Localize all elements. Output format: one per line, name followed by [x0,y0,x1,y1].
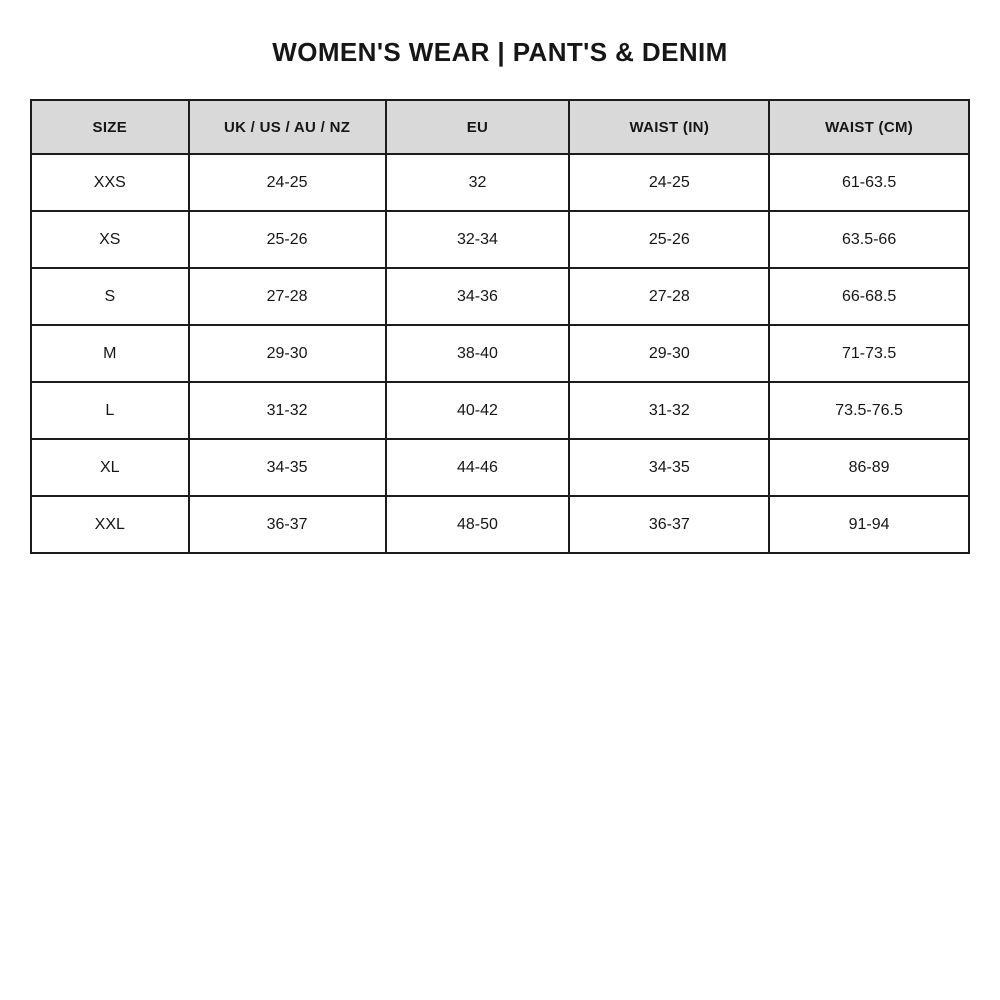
cell-waist-in: 25-26 [569,211,769,268]
cell-eu: 40-42 [386,382,570,439]
cell-size: XL [31,439,189,496]
page-title: WOMEN'S WEAR | PANT'S & DENIM [272,37,728,67]
cell-size: XXL [31,496,189,553]
cell-waist-cm: 61-63.5 [769,154,969,211]
cell-uk-us-au-nz: 25-26 [189,211,386,268]
table-header-row [31,100,969,154]
table-row-xxl [31,496,969,553]
cell-eu: 32 [386,154,570,211]
cell-uk-us-au-nz: 31-32 [189,382,386,439]
cell-waist-cm: 86-89 [769,439,969,496]
column-header-waist-in: WAIST (IN) [569,100,769,154]
cell-waist-cm: 73.5-76.5 [769,382,969,439]
table-row-m [31,325,969,382]
cell-uk-us-au-nz: 36-37 [189,496,386,553]
table-row-l [31,382,969,439]
table-row-xxs [31,154,969,211]
cell-eu: 32-34 [386,211,570,268]
column-header-waist-cm: WAIST (CM) [769,100,969,154]
cell-uk-us-au-nz: 27-28 [189,268,386,325]
size-chart-table [30,99,970,554]
cell-eu: 44-46 [386,439,570,496]
cell-size: S [31,268,189,325]
cell-size: L [31,382,189,439]
cell-uk-us-au-nz: 29-30 [189,325,386,382]
table-row-s [31,268,969,325]
cell-uk-us-au-nz: 24-25 [189,154,386,211]
cell-size: M [31,325,189,382]
cell-eu: 48-50 [386,496,570,553]
cell-waist-in: 34-35 [569,439,769,496]
cell-waist-in: 36-37 [569,496,769,553]
cell-eu: 34-36 [386,268,570,325]
cell-waist-cm: 71-73.5 [769,325,969,382]
cell-waist-in: 31-32 [569,382,769,439]
column-header-uk-us-au-nz: UK / US / AU / NZ [189,100,386,154]
cell-waist-cm: 66-68.5 [769,268,969,325]
column-header-size: SIZE [31,100,189,154]
cell-waist-cm: 63.5-66 [769,211,969,268]
cell-uk-us-au-nz: 34-35 [189,439,386,496]
cell-waist-in: 29-30 [569,325,769,382]
column-header-eu: EU [386,100,570,154]
cell-size: XS [31,211,189,268]
cell-waist-in: 24-25 [569,154,769,211]
cell-size: XXS [31,154,189,211]
table-row-xl [31,439,969,496]
table-row-xs [31,211,969,268]
cell-eu: 38-40 [386,325,570,382]
cell-waist-cm: 91-94 [769,496,969,553]
cell-waist-in: 27-28 [569,268,769,325]
